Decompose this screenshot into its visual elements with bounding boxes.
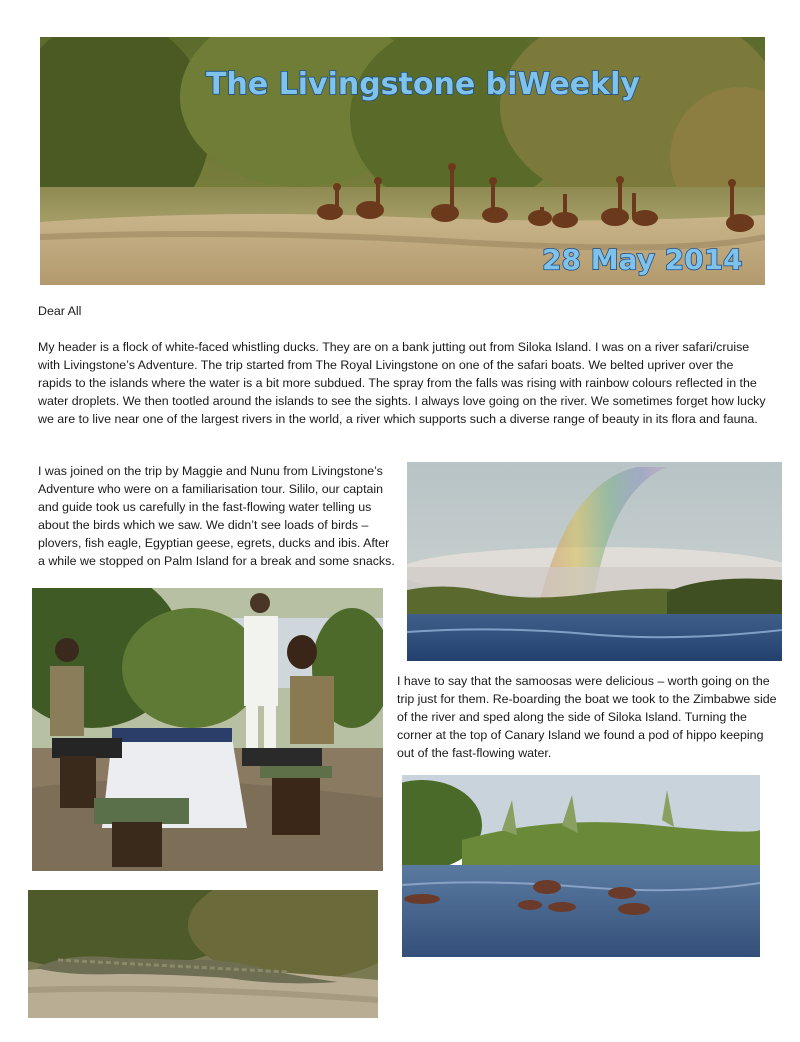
paragraph-intro: My header is a flock of white-faced whistling ducks. They are on a bank jutting out from Siloka Island. I was on a river safari/cruise with Livingstone’s Adventure. The trip started from The Royal Livingstone on one of the safari boats. We belted upriver over the rapids to the islands where the water is a bit more subdued. The spray from the falls was rising with rainbow colours reflected in the water droplets. We then tootled around the islands to see the sights. I always love going on the river. We sometimes forget how lucky we are to live near one of the largest rivers in the world, a river which supports such a diverse range of beauty in its flora and fauna.: [38, 340, 766, 426]
paragraph-samoosas-hippo: I have to say that the samoosas were delicious – worth going on the trip just for them. Re-boarding the boat we took to the Zimbabwe side of the river and sped along the side of Siloka Island. Turning the corner at the top of Canary Island we found a pod of hippo keeping out of the fast-flowing water.: [397, 674, 777, 760]
rainbow-falls-photo: [407, 462, 782, 661]
hippo-pod-photo: [402, 775, 760, 957]
palm-island-picnic-photo: [32, 588, 383, 871]
newsletter-date: 28 May 2014: [542, 243, 743, 276]
salutation: Dear All: [38, 304, 82, 318]
banner-title-overlay: [40, 37, 765, 285]
newsletter-title: The Livingstone biWeekly: [206, 67, 640, 102]
crocodile-bank-photo: [28, 890, 378, 1018]
paragraph-trip-companions: I was joined on the trip by Maggie and Nunu from Livingstone’s Adventure who were on a familiarisation tour. Sililo, our captain and guide took us carefully in the fast-flowing water telling us about the birds which we saw. We didn’t see loads of birds – plovers, fish eagle, Egyptian geese, egrets, ducks and ibis. After a while we stopped on Palm Island for a break and some snacks.: [38, 464, 395, 568]
